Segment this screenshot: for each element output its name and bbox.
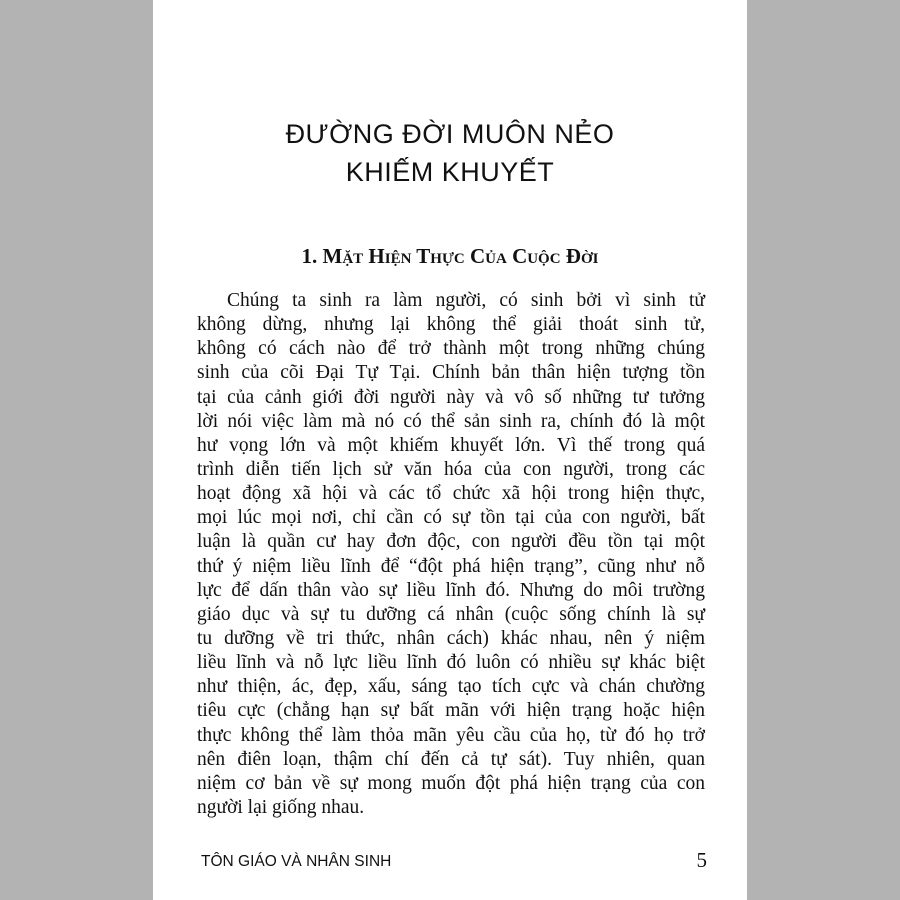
body-line: liều lĩnh và nỗ lực liều lĩnh đó luôn có nhiều sự khác biệt (197, 652, 705, 674)
body-line: không có cách nào để trở thành một trong những chúng (197, 338, 705, 360)
body-line: tiêu cực (chẳng hạn sự bất mãn với hiện trạng hoặc hiện (197, 700, 705, 722)
body-line: mọi lúc mọi nơi, chỉ cần có sự tồn tại của con người, bất (197, 507, 705, 529)
body-line: thứ ý niệm liều lĩnh để “đột phá hiện trạng”, cũng như nỗ (197, 555, 705, 577)
footer-book-title: TÔN GIÁO VÀ NHÂN SINH (201, 853, 392, 870)
body-line: thực không thể làm thỏa mãn yêu cầu của họ, từ đó họ trở (197, 724, 705, 746)
section-heading: 1. Mặt Hiện Thực Của Cuộc Đời (301, 244, 599, 268)
chapter-title (153, 115, 747, 191)
body-line: Chúng ta sinh ra làm người, có sinh bởi vì sinh tử (227, 290, 705, 311)
body-line: người lại giống nhau. (197, 796, 365, 818)
body-line: sinh của cõi Đại Tự Tại. Chính bản thân hiện tượng tồn (197, 362, 705, 384)
body-line: trình diễn tiến lịch sử văn hóa của con người, trong các (197, 458, 705, 480)
page-number: 5 (696, 848, 707, 872)
body-line: luận là quần cư hay đơn độc, con người đều tồn tại một (197, 531, 705, 553)
body-line: lời nói việc làm mà nó có thể sản sinh ra, chính đó là một (197, 410, 705, 432)
body-line: không dừng, nhưng lại không thể giải thoát sinh tử, (197, 314, 705, 336)
body-line: tại của cảnh giới đời người này và vô số những tư tưởng (197, 386, 705, 408)
body-line: giáo dục và sự tu dưỡng cá nhân (cuộc sống chính là sự (197, 603, 705, 625)
body-line: nên điên loạn, thậm chí đến cả tự sát). Tuy nhiên, quan (197, 748, 705, 770)
body-line: lực để dấn thân vào sự liều lĩnh đó. Nhưng do môi trường (197, 579, 705, 601)
body-line: hoạt động xã hội và các tổ chức xã hội trong hiện thực, (197, 483, 705, 505)
book-page (153, 0, 747, 900)
body-line: tu dưỡng về tri thức, nhân cách) khác nhau, nên ý niệm (197, 627, 705, 649)
body-line: niệm cơ bản về sự mong muốn đột phá hiện trạng của con (197, 772, 705, 794)
body-line: như thiện, ác, đẹp, xấu, sáng tạo tích cực và chán chường (197, 676, 705, 698)
body-line: hư vọng lớn và một khiếm khuyết lớn. Vì thế trong quá (197, 434, 705, 456)
body-text (197, 289, 705, 820)
chapter-title-line-2: KHIẾM KHUYẾT (345, 157, 555, 187)
chapter-title-line-1: ĐƯỜNG ĐỜI MUÔN NẺO (285, 119, 615, 149)
